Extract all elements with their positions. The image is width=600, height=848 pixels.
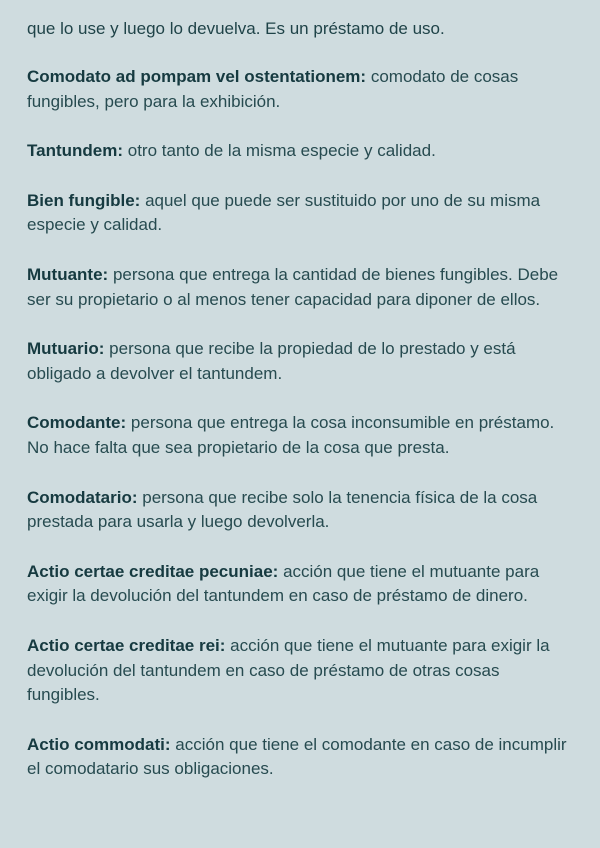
glossary-definition: acción que tiene el comodante en caso de incumplir el comodatario sus obligaciones. (27, 734, 567, 779)
glossary-term: Comodatario: (27, 487, 138, 507)
glossary-definition: acción que tiene el mutuante para exigir la devolución del tantundem en caso de préstamo de otras cosas fungibles. (27, 635, 550, 705)
glossary-definition: persona que recibe solo la tenencia física de la cosa prestada para usarla y luego devolverla. (27, 487, 538, 532)
glossary-term: Actio certae creditae pecuniae: (27, 561, 279, 581)
glossary-entry (27, 411, 574, 460)
glossary-term: Mutuario: (27, 339, 105, 359)
glossary-term: Bien fungible: (27, 190, 141, 210)
glossary-definition: otro tanto de la misma especie y calidad. (127, 141, 436, 161)
glossary-definition: acción que tiene el mutuante para exigir la devolución del tantundem en caso de préstamo de dinero. (27, 561, 540, 606)
lead-paragraph: que lo use y luego lo devuelva. Es un préstamo de uso. (27, 19, 445, 38)
glossary-definition: persona que recibe la propiedad de lo prestado y está obligado a devolver el tantundem. (27, 339, 516, 383)
glossary-entry (27, 139, 574, 164)
glossary-term: Actio certae creditae rei: (27, 635, 226, 655)
glossary-entry (27, 634, 574, 708)
glossary-entry (27, 189, 574, 238)
glossary-entry (27, 560, 574, 609)
glossary-term: Comodante: (27, 413, 127, 433)
glossary-list (27, 65, 574, 782)
glossary-term: Mutuante: (27, 264, 109, 284)
glossary-definition: aquel que puede ser sustituido por uno de su misma especie y calidad. (27, 190, 541, 235)
glossary-entry (27, 263, 574, 312)
glossary-definition: comodato de cosas fungibles, pero para la exhibición. (27, 67, 519, 111)
glossary-term: Actio commodati: (27, 734, 171, 754)
glossary-term: Tantundem: (27, 141, 124, 161)
glossary-definition: persona que entrega la cantidad de bienes fungibles. Debe ser su propietario o al menos tener capacidad para diponer de ellos. (27, 264, 559, 309)
glossary-entry (27, 733, 574, 782)
glossary-entry (27, 65, 574, 114)
glossary-definition: persona que entrega la cosa inconsumible en préstamo. No hace falta que sea propietario de la cosa que presta. (27, 413, 555, 457)
glossary-entry (27, 486, 574, 535)
glossary-term: Comodato ad pompam vel ostentationem: (27, 67, 367, 86)
glossary-entry (27, 337, 574, 386)
